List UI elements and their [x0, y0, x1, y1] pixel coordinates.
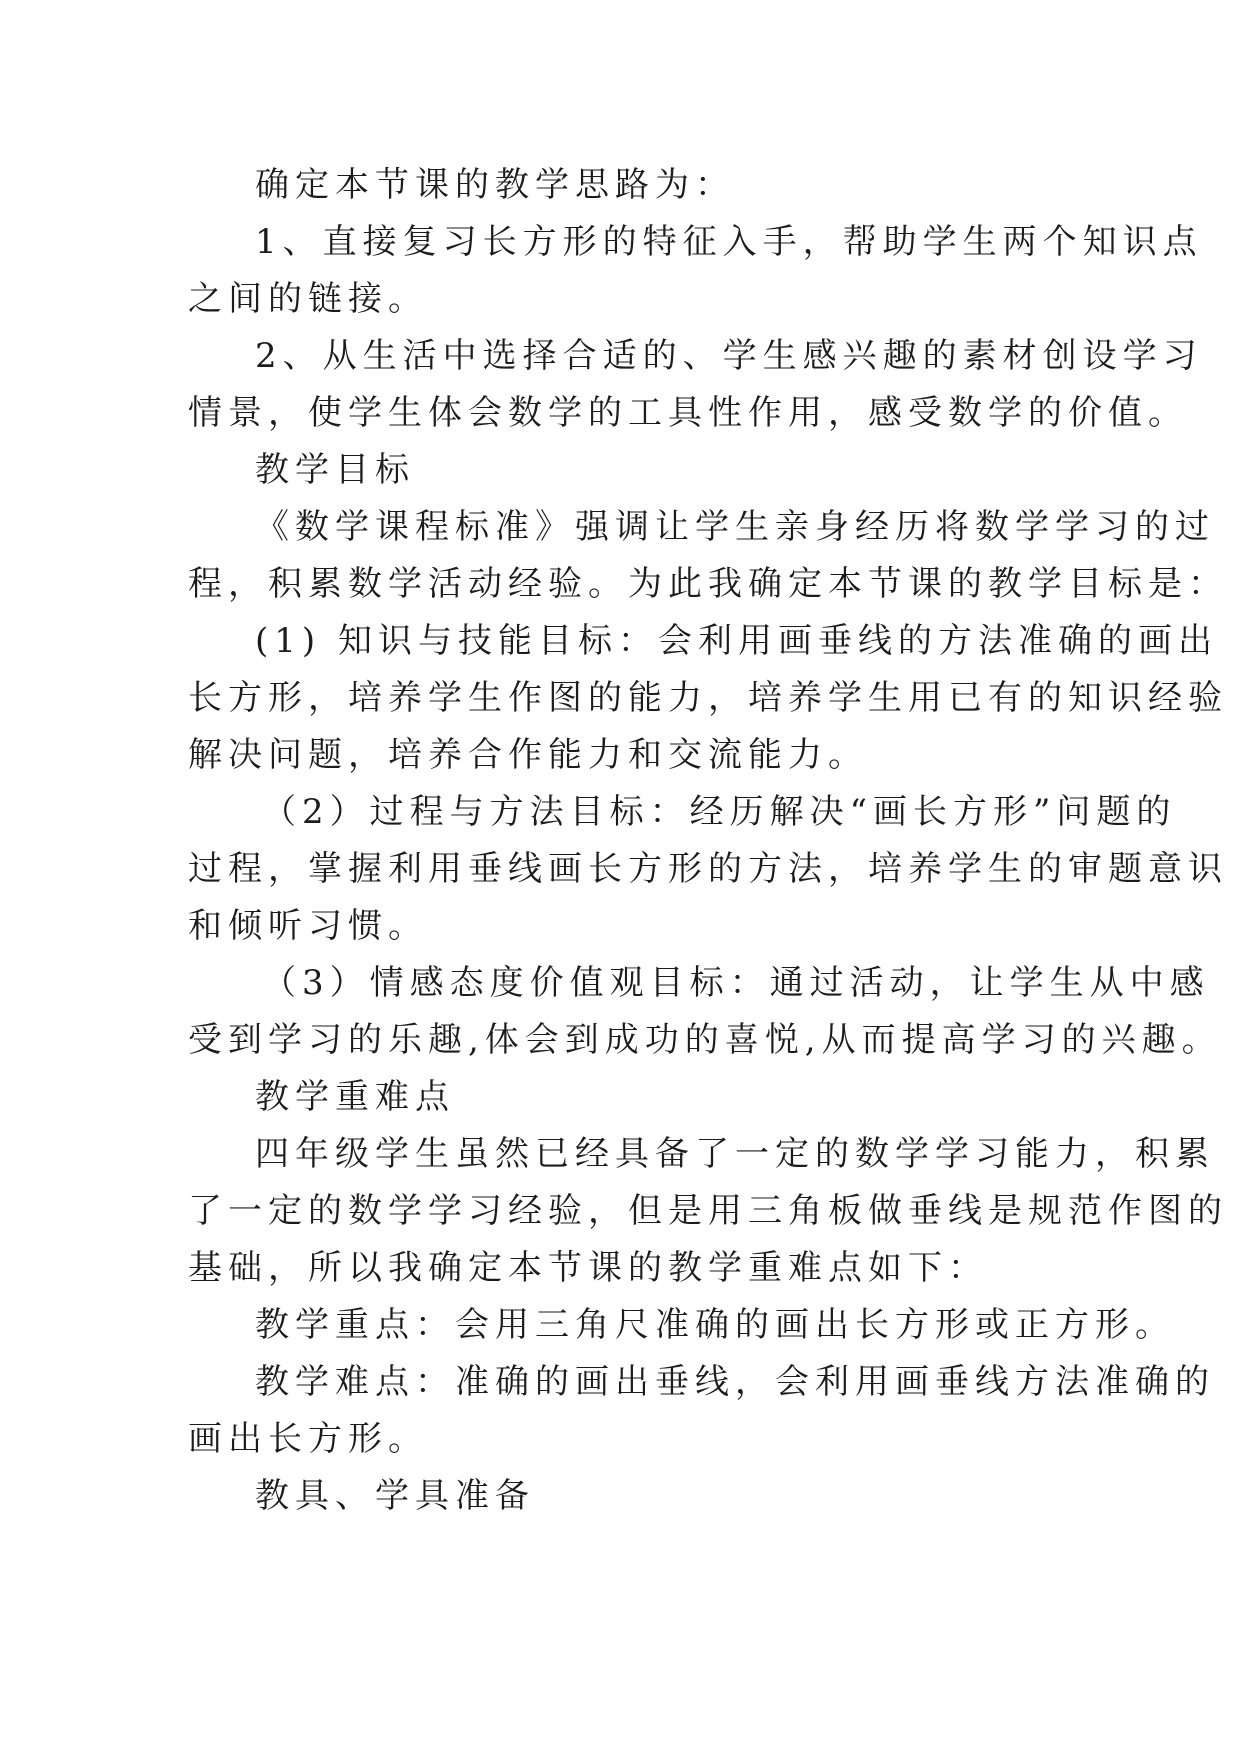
text-line: 和倾听习惯。: [188, 906, 428, 946]
text-line: 《数学课程标准》强调让学生亲身经历将数学学习的过: [255, 507, 1215, 547]
text-line: 四年级学生虽然已经具备了一定的数学学习能力，积累: [255, 1134, 1215, 1174]
text-line: 情景，使学生体会数学的工具性作用，感受数学的价值。: [188, 393, 1188, 433]
section-heading: 教学目标: [255, 450, 415, 490]
text-line: （3）情感态度价值观目标：通过活动，让学生从中感: [262, 963, 1210, 1003]
text-line: 长方形，培养学生作图的能力，培养学生用已有的知识经验: [188, 678, 1228, 718]
text-line: 解决问题，培养合作能力和交流能力。: [188, 735, 868, 775]
text-line: (1) 知识与技能目标：会利用画垂线的方法准确的画出: [255, 621, 1218, 661]
section-heading: 教学重难点: [255, 1077, 455, 1117]
text-line: 2、从生活中选择合适的、学生感兴趣的素材创设学习: [255, 336, 1203, 376]
text-line: 受到学习的乐趣,体会到成功的喜悦,从而提高学习的兴趣。: [188, 1020, 1222, 1060]
text-line: 程，积累数学活动经验。为此我确定本节课的教学目标是：: [188, 564, 1228, 604]
text-line: 基础，所以我确定本节课的教学重难点如下：: [188, 1248, 988, 1288]
text-line: 画出长方形。: [188, 1419, 428, 1459]
text-line: （2）过程与方法目标：经历解决“画长方形”问题的: [262, 792, 1177, 832]
text-line: 过程，掌握利用垂线画长方形的方法，培养学生的审题意识: [188, 849, 1228, 889]
text-line: 了一定的数学学习经验，但是用三角板做垂线是规范作图的: [188, 1191, 1228, 1231]
text-line: 确定本节课的教学思路为：: [255, 165, 735, 205]
text-line: 教学重点：会用三角尺准确的画出长方形或正方形。: [255, 1305, 1175, 1345]
text-line: 之间的链接。: [188, 279, 428, 319]
section-heading: 教具、学具准备: [255, 1476, 535, 1516]
text-line: 1、直接复习长方形的特征入手，帮助学生两个知识点: [255, 222, 1203, 262]
text-line: 教学难点：准确的画出垂线，会利用画垂线方法准确的: [255, 1362, 1215, 1402]
